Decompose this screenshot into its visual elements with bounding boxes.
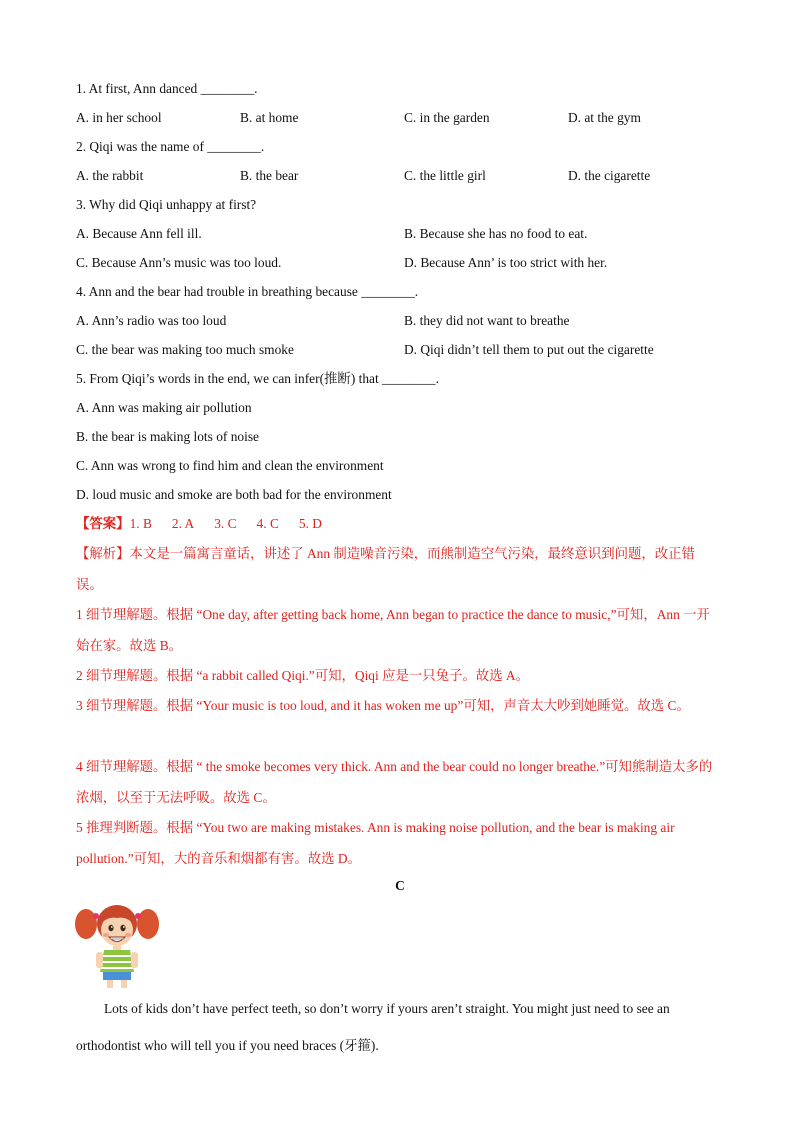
question-4-stem: 4. Ann and the bear had trouble in breathing because ________.: [76, 284, 419, 299]
analysis-item-1: 1 细节理解题。根据 “One day, after getting back home, Ann began to practice the dance to music,”可知，Ann 一开始在家。故选 B。: [76, 607, 710, 653]
analysis-intro: 【解析】本文是一篇寓言童话，讲述了 Ann 制造噪音污染，而熊制造空气污染，最终意识到问题，改正错误。: [76, 546, 695, 592]
analysis-item-5: 5 推理判断题。根据 “You two are making mistakes. Ann is making noise pollution, and the bear is making air pollution.”可知，大的音乐和烟都有害。故选 D。: [76, 820, 675, 866]
q4-option-d: D. Qiqi didn’t tell them to put out the cigarette: [404, 342, 654, 357]
q2-option-a: A. the rabbit: [76, 168, 144, 183]
answer-item: 4. C: [256, 516, 279, 531]
q5-option-a: A. Ann was making air pollution: [76, 400, 252, 415]
girl-illustration: [74, 900, 160, 990]
pigtail-left: [75, 909, 97, 939]
analysis-item-2: 2 细节理解题。根据 “a rabbit called Qiqi.”可知，Qiqi 应是一只兔子。故选 A。: [76, 668, 529, 683]
q3-option-a: A. Because Ann fell ill.: [76, 226, 202, 241]
answer-item: 2. A: [171, 516, 195, 531]
section-label: C: [395, 878, 405, 893]
answer-item: 5. D: [298, 516, 322, 531]
q1-option-d: D. at the gym: [568, 110, 641, 125]
q5-option-d: D. loud music and smoke are both bad for the environment: [76, 487, 392, 502]
analysis-item-3: 3 细节理解题。根据 “Your music is too loud, and it has woken me up”可知，声音太大吵到她睡觉。故选 C。: [76, 698, 690, 713]
q2-option-d: D. the cigarette: [568, 168, 651, 183]
q4-option-c: C. the bear was making too much smoke: [76, 342, 294, 357]
analysis-item-4: 4 细节理解题。根据 “ the smoke becomes very thick. Ann and the bear could no longer breathe.”可知熊制造太多的浓烟，以至于无法呼吸。故选 C。: [76, 759, 713, 805]
question-2-stem: 2. Qiqi was the name of ________.: [76, 139, 265, 154]
question-5-stem: 5. From Qiqi’s words in the end, we can infer(推断) that ________.: [76, 371, 439, 386]
q2-option-b: B. the bear: [240, 168, 299, 183]
q3-option-b: B. Because she has no food to eat.: [404, 226, 588, 241]
pigtail-right: [137, 909, 159, 939]
q3-option-d: D. Because Ann’ is too strict with her.: [404, 255, 608, 270]
reading-passage: Lots of kids don’t have perfect teeth, so don’t worry if yours aren’t straight. You might just need to see an orthodontist who will tell you if you need braces (牙箍).: [76, 1001, 670, 1053]
q1-option-c: C. in the garden: [404, 110, 490, 125]
q1-option-a: A. in her school: [76, 110, 162, 125]
question-1-stem: 1. At first, Ann danced ________.: [76, 81, 258, 96]
answer-label: 【答案】: [76, 516, 130, 531]
answer-item: 3. C: [214, 516, 237, 531]
answer-line: [76, 515, 342, 533]
q4-option-a: A. Ann’s radio was too loud: [76, 313, 227, 328]
q2-option-c: C. the little girl: [404, 168, 486, 183]
question-3-stem: 3. Why did Qiqi unhappy at first?: [76, 197, 257, 212]
answer-item: 1. B: [129, 516, 152, 531]
q4-option-b: B. they did not want to breathe: [404, 313, 570, 328]
q5-option-c: C. Ann was wrong to find him and clean the environment: [76, 458, 384, 473]
q3-option-c: C. Because Ann’s music was too loud.: [76, 255, 282, 270]
q1-option-b: B. at home: [240, 110, 299, 125]
q5-option-b: B. the bear is making lots of noise: [76, 429, 259, 444]
